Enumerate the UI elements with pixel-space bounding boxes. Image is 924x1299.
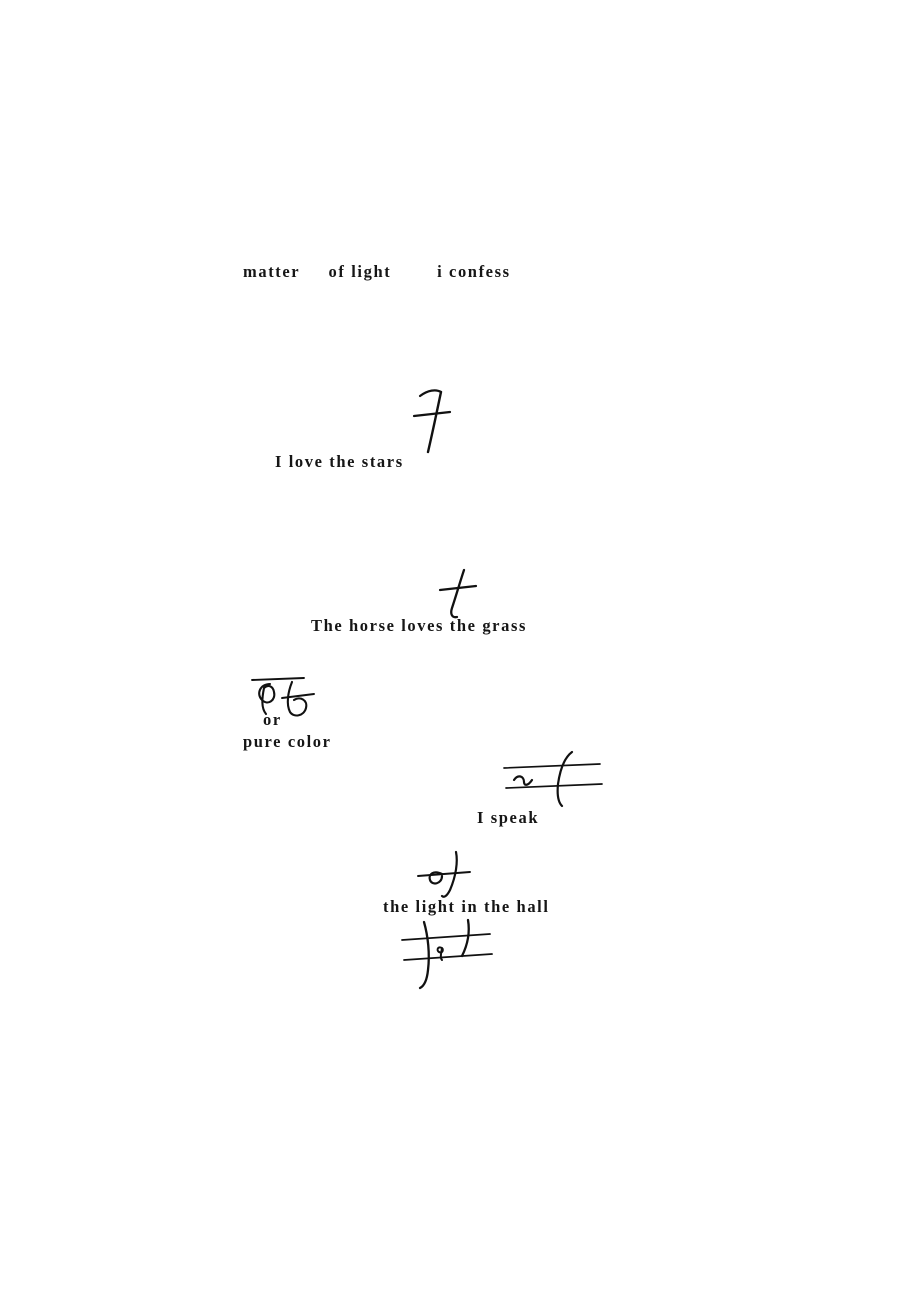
poem-line-2: I love the stars — [275, 452, 404, 471]
shorthand-mark-crossed-loop-icon — [412, 850, 490, 902]
shorthand-mark-ruled-script-icon — [502, 748, 608, 812]
shorthand-mark-loop-pair-icon — [248, 670, 334, 728]
poem-line-5: pure color — [243, 732, 332, 751]
poem-line-3: The horse loves the grass — [311, 616, 527, 635]
shorthand-mark-seven-icon — [408, 386, 458, 456]
poem-line-6: I speak — [477, 808, 540, 827]
poem-line-1: matter of light i confess — [243, 262, 511, 281]
shorthand-mark-double-bar-icon — [398, 918, 504, 994]
shorthand-mark-cross-icon — [434, 568, 486, 622]
poem-line-7: the light in the hall — [383, 897, 550, 916]
poem-line-4: or — [263, 710, 282, 729]
